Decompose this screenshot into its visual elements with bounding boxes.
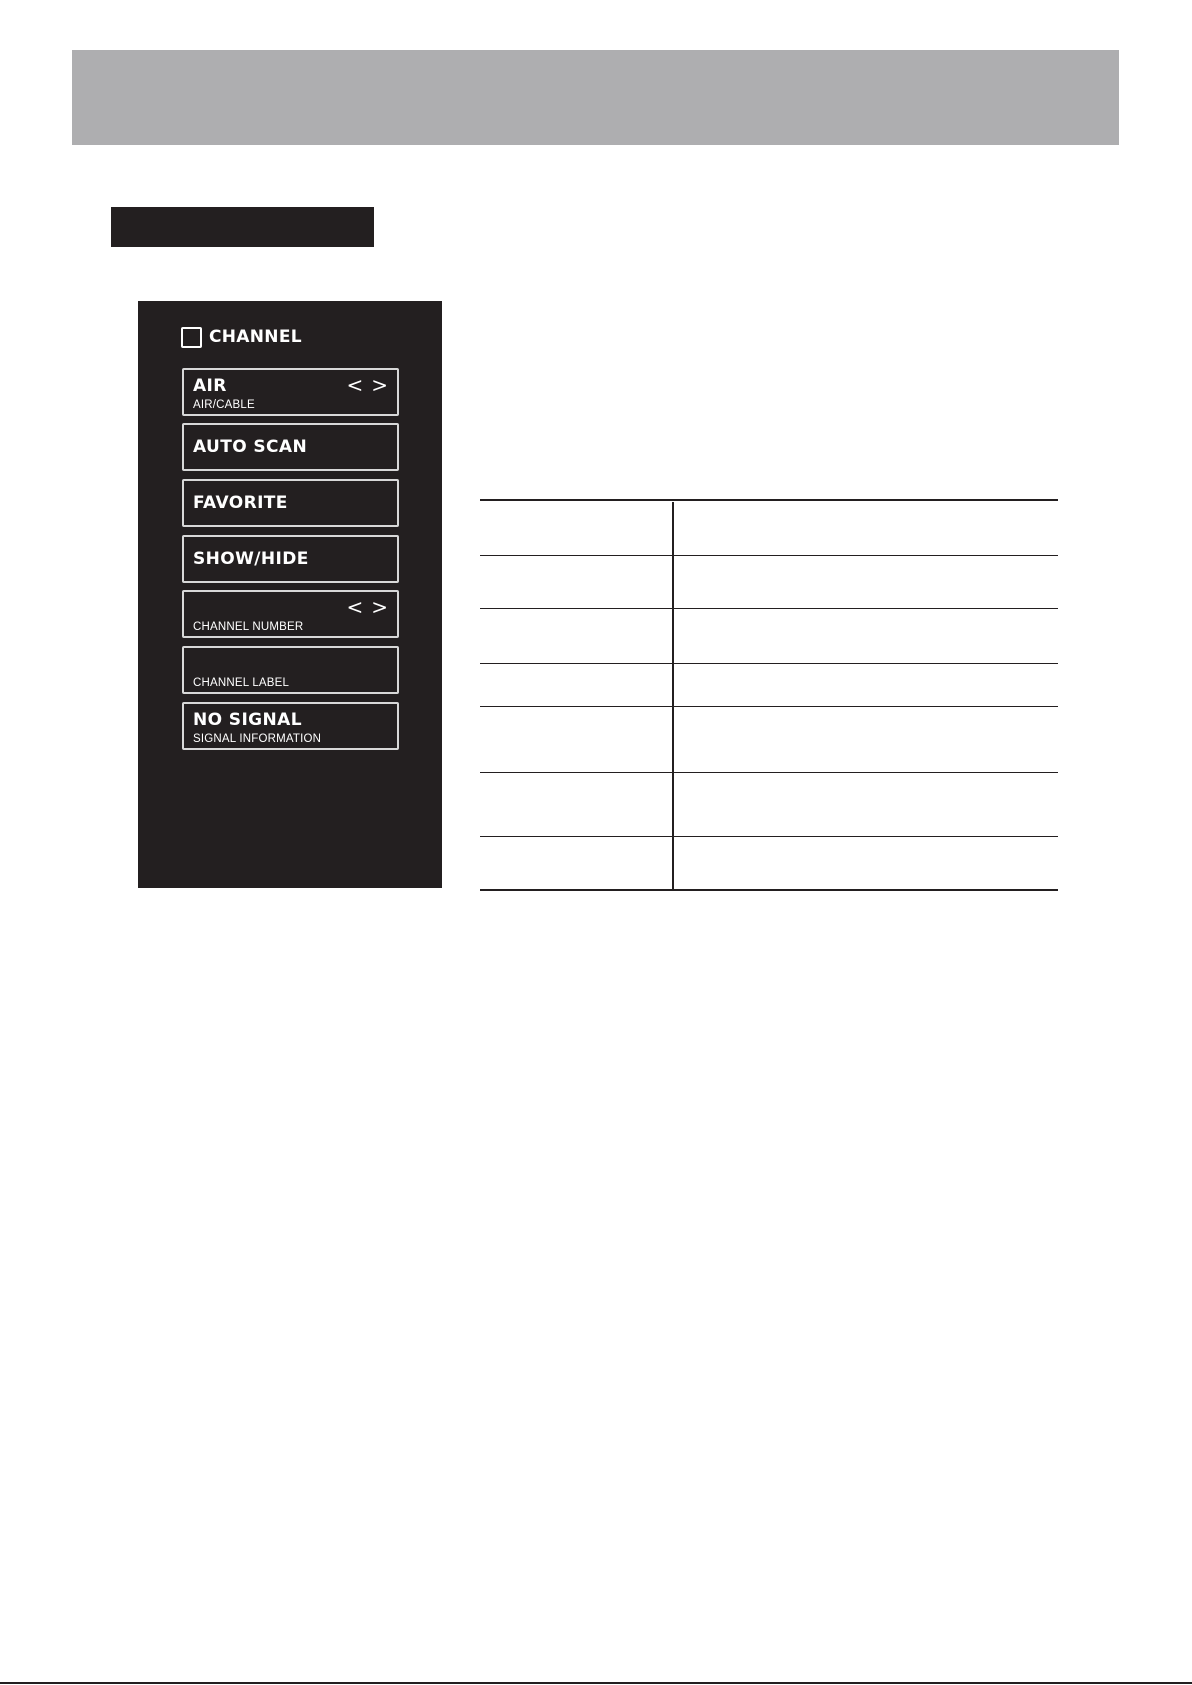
menu-title: CHANNEL xyxy=(209,327,302,347)
menu-item-channel-number[interactable] xyxy=(182,590,399,638)
menu-item-air[interactable] xyxy=(182,368,399,416)
menu-item-favorite[interactable] xyxy=(182,479,399,527)
menu-item-auto-scan[interactable] xyxy=(182,423,399,471)
page-header-band xyxy=(72,50,1119,145)
menu-item-label: SHOW/HIDE xyxy=(193,549,309,569)
table-row xyxy=(480,837,1058,891)
chevron-left-icon[interactable]: < xyxy=(346,595,364,619)
table-row xyxy=(480,707,1058,773)
table-row xyxy=(480,609,1058,664)
arrows xyxy=(346,373,388,397)
menu-item-label: AIR xyxy=(193,376,227,396)
table-row xyxy=(480,556,1058,609)
menu-item-sublabel: CHANNEL NUMBER xyxy=(193,621,304,633)
menu-item-label: NO SIGNAL xyxy=(193,710,302,730)
tv-menu-panel xyxy=(138,301,442,888)
chevron-left-icon[interactable]: < xyxy=(346,373,364,397)
menu-item-no-signal[interactable] xyxy=(182,702,399,750)
table-row xyxy=(480,664,1058,707)
menu-item-sublabel: SIGNAL INFORMATION xyxy=(193,733,322,745)
menu-item-channel-label[interactable] xyxy=(182,646,399,694)
menu-item-label: AUTO SCAN xyxy=(193,437,308,457)
checkbox-icon xyxy=(181,327,202,348)
menu-item-label: FAVORITE xyxy=(193,493,288,513)
menu-header xyxy=(181,324,302,350)
table-column-divider xyxy=(672,502,674,891)
menu-item-show-hide[interactable] xyxy=(182,535,399,583)
chevron-right-icon[interactable]: > xyxy=(371,373,388,397)
menu-item-sublabel: AIR/CABLE xyxy=(193,399,255,411)
table-row xyxy=(480,773,1058,837)
menu-item-sublabel: CHANNEL LABEL xyxy=(193,677,290,689)
settings-table xyxy=(480,499,1058,891)
section-heading-bar xyxy=(111,207,374,247)
arrows xyxy=(346,595,388,619)
footer-rule xyxy=(0,1682,1192,1684)
table-row xyxy=(480,499,1058,556)
chevron-right-icon[interactable]: > xyxy=(371,595,388,619)
